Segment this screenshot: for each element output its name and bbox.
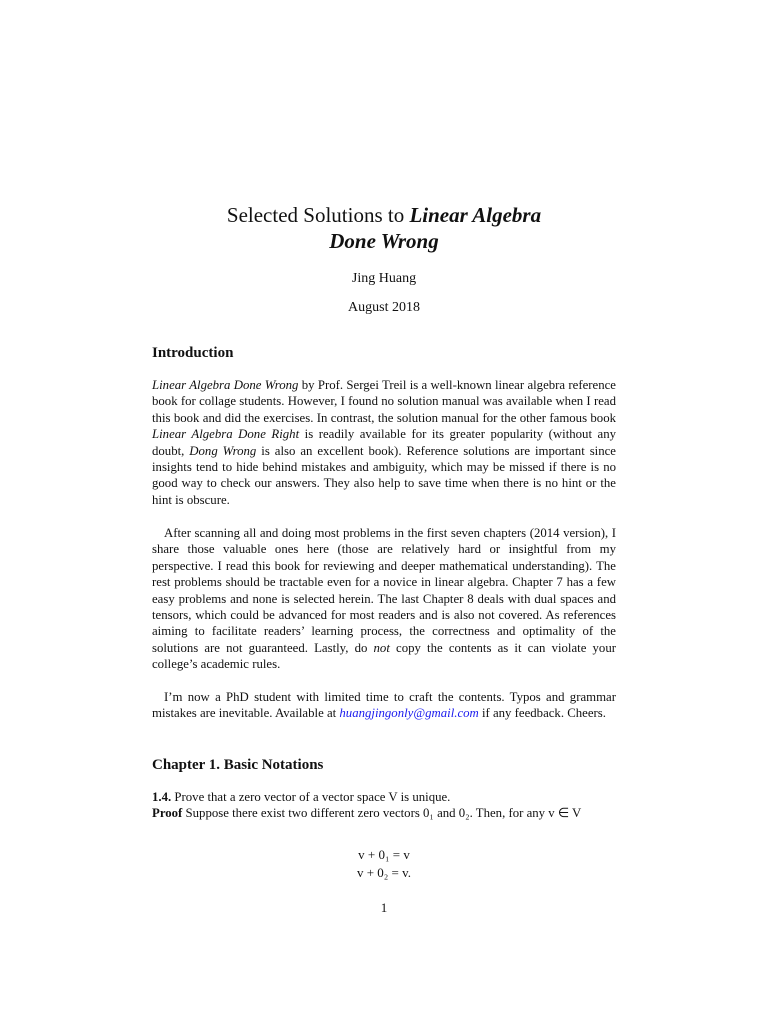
text-run: I’m now a PhD student with limited time to craft the contents. Typos and grammar mistakes are inevitable. Available at [152,690,616,721]
book-title-ref: Linear Algebra Done Right [152,427,300,442]
equation-1: v + 0₁ = v [358,847,410,862]
text-run: is also an excellent book). Reference solutions are important since insights tend to hide behind mistakes and ambiguity, which may be missed if there is no good way to check our answers. They also help to save time when there is no hint or the hint is obscure. [152,443,616,507]
problem-1-4 [152,789,616,822]
text-run: by Prof. Sergei Treil is a well-known linear algebra reference book for collage students. However, I found no solution manual was available when I read this book and did the exercises. In contrast, the solution manual for the other famous book [152,378,616,425]
intro-paragraph-1 [152,377,616,508]
book-title-ref: Linear Algebra Done Wrong [152,378,299,392]
email-link[interactable]: huangjingonly@gmail.com [339,706,479,721]
introduction-heading: Introduction [152,345,234,361]
text-run: if any feedback. Cheers. [478,706,606,721]
document-title [0,202,768,254]
text-run: copy the contents as it can violate your college’s academic rules. [152,640,616,672]
title-book-name-part1: Linear Algebra [409,203,542,227]
text-run: After scanning all and doing most problems in the first seven chapters (2014 version), I share those valuable ones here (those are relatively hard or insightful from my perspective. I read this book for reviewing and deeper mathematical understanding). The rest problems should be tractable even for a novice in linear algebra. Chapter 7 has a few easy problems and none is selected herein. The last Chapter 8 deals with dual spaces and tensors, which could be advanced for most readers and is also not covered. As references aiming to facilitate readers’ learning process, the correctness and optimality of the solutions are not guaranteed. Lastly, do [152,526,616,655]
intro-paragraph-3 [152,689,616,722]
equation-2: v + 0₂ = v. [356,865,412,880]
proof-label: Proof [152,806,183,821]
author-name: Jing Huang [351,271,417,286]
problem-statement: Prove that a zero vector of a vector space V is unique. [171,790,451,804]
problem-number: 1.4. [152,790,172,804]
page-number: 1 [380,900,388,915]
emphasis-not: not [373,640,390,655]
chapter-1-heading: Chapter 1. Basic Notations [152,757,324,773]
publication-date: August 2018 [348,300,420,315]
proof-text: Suppose there exist two different zero vectors 0₁ and 0₂. Then, for any v ∈ V [182,806,582,821]
text-run: is readily available for its greater popularity (without any doubt, [152,427,616,458]
title-book-name-part2: Done Wrong [329,229,439,253]
book-title-ref: Dong Wrong [189,443,257,458]
title-prefix: Selected Solutions to [226,203,410,227]
intro-paragraph-2 [152,525,616,673]
